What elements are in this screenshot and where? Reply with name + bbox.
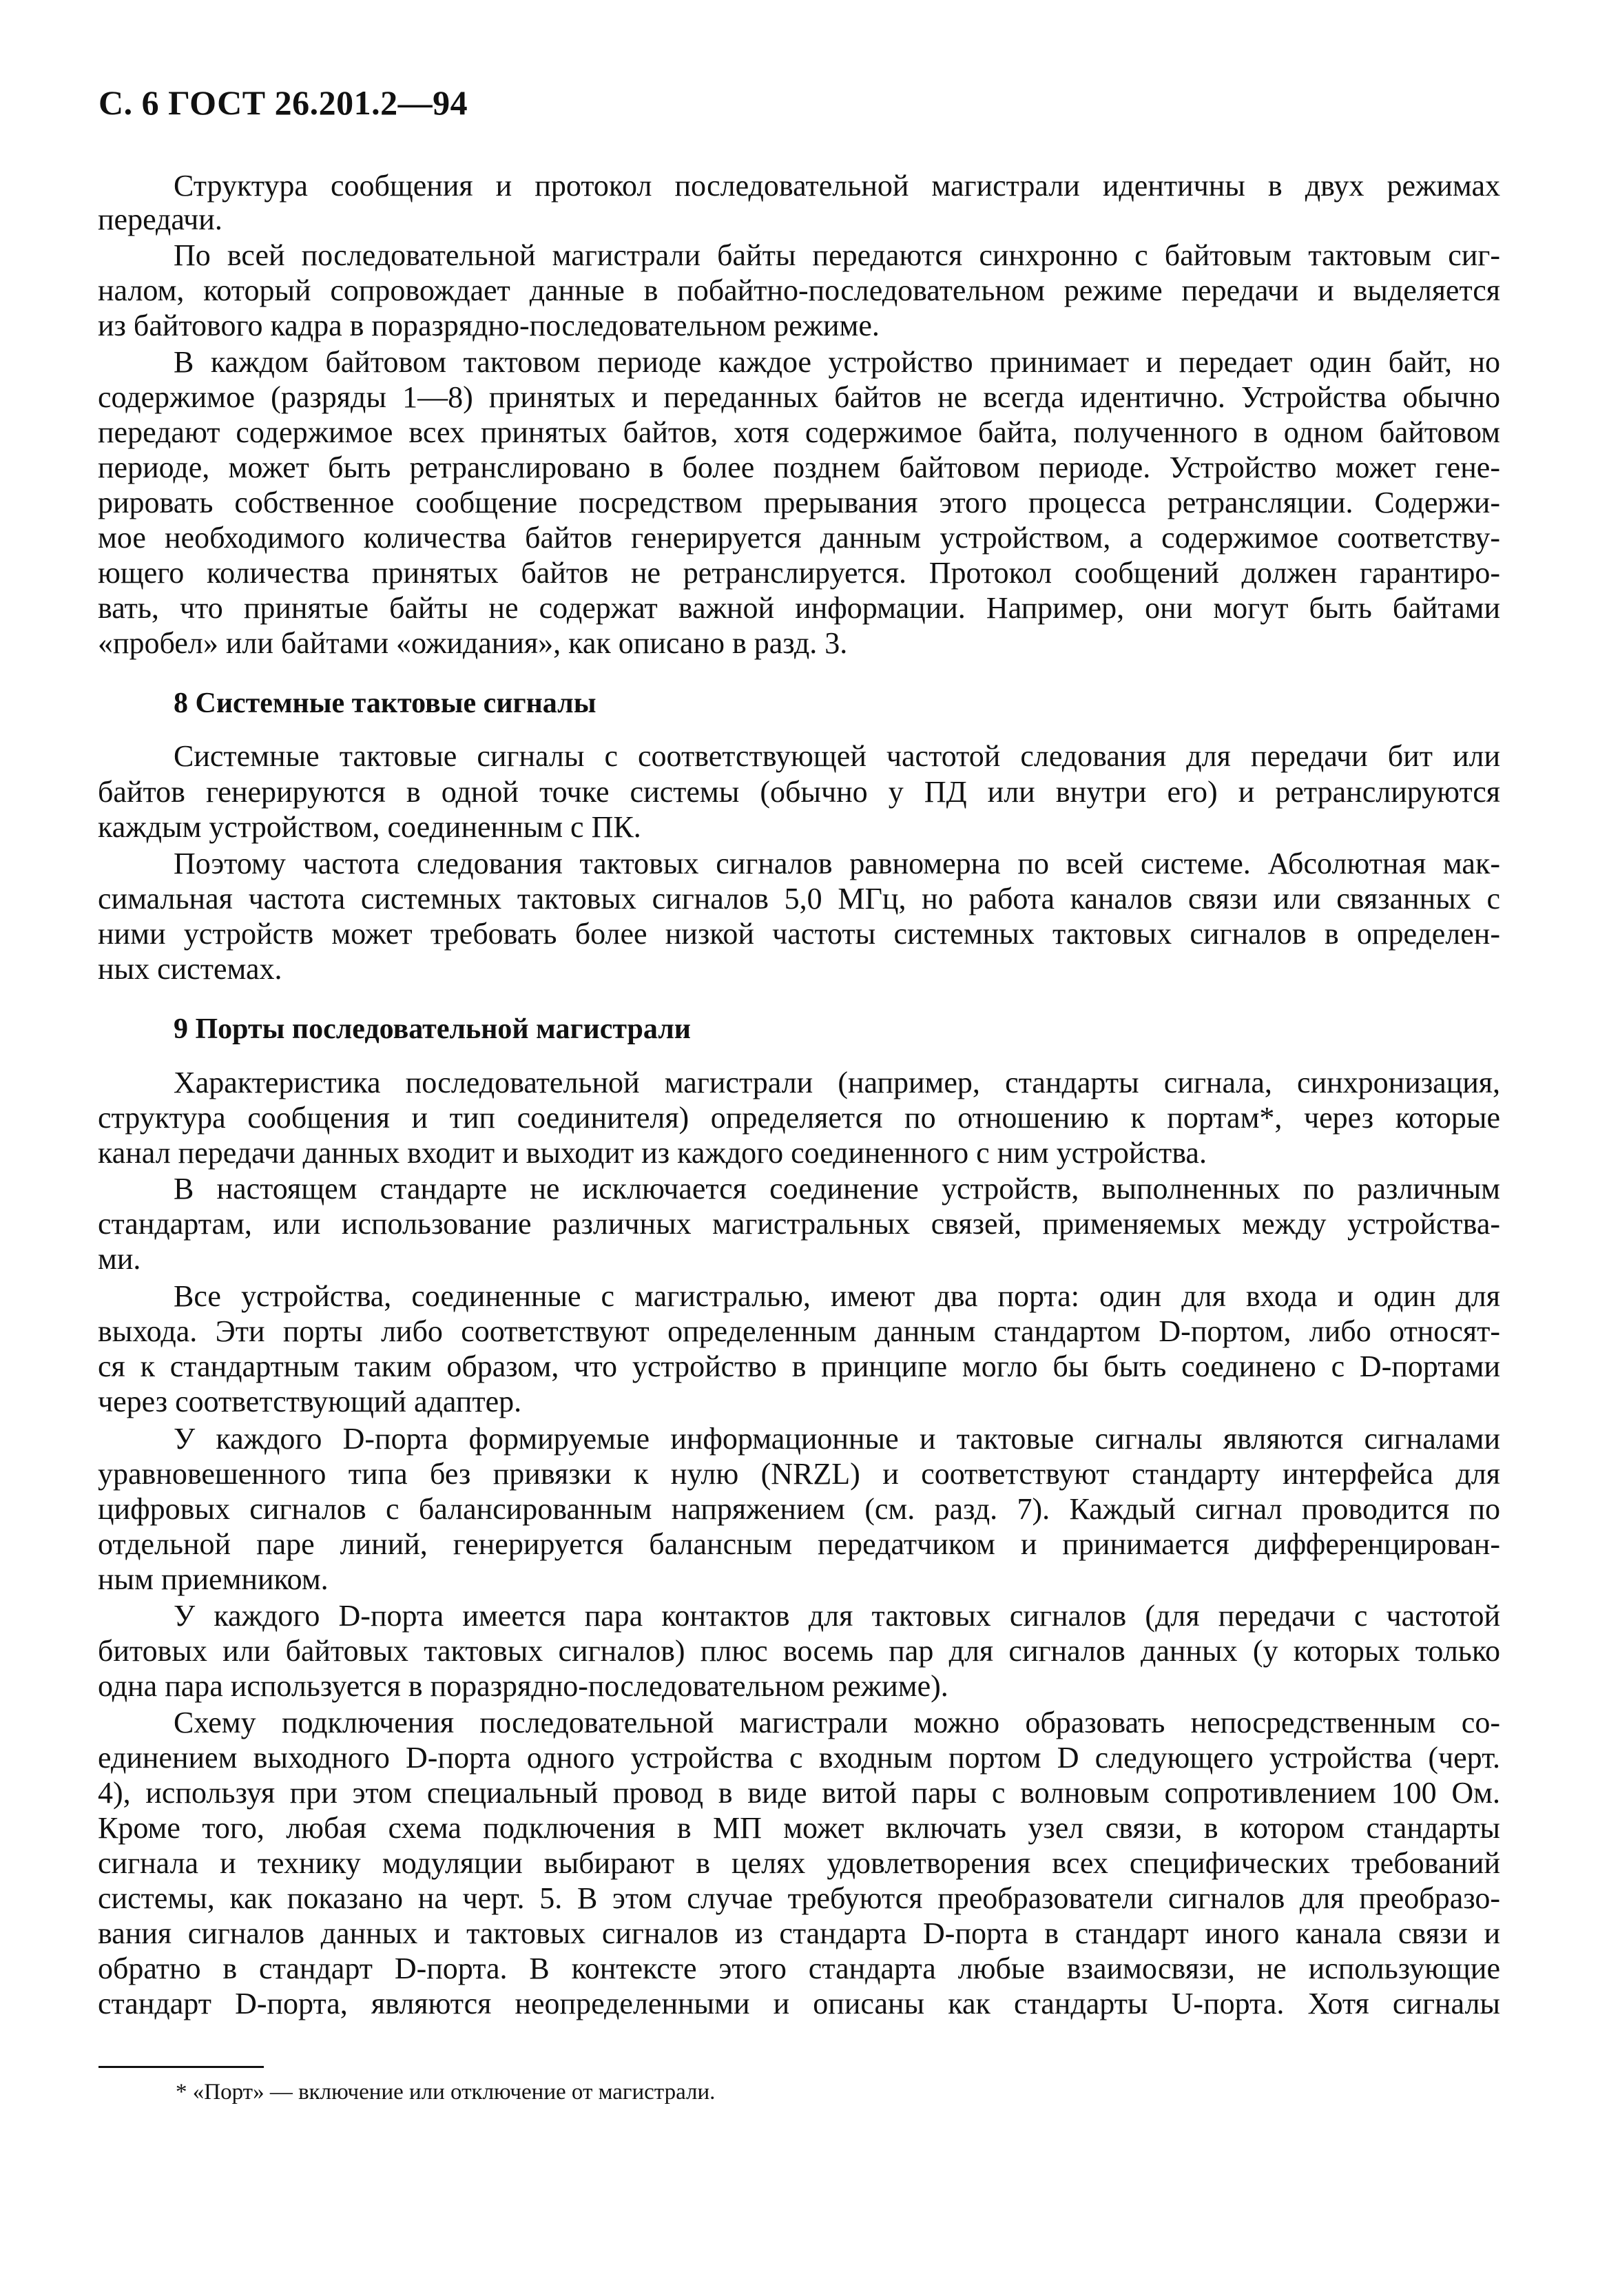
text-line: одна пара используется в поразрядно-последовательном режиме). (98, 1669, 948, 1703)
text-line: ным приемником. (98, 1562, 329, 1596)
text-line: содержимое (разряды 1—8) принятых и переданных байтов не всегда идентично. Устройства обычно (98, 380, 1500, 414)
text-line: Схему подключения последовательной магистрали можно образовать непосредственным со- (174, 1706, 1500, 1739)
text-line: Характеристика последовательной магистрали (например, стандарты сигнала, синхронизация, (174, 1066, 1500, 1099)
text-line: В настоящем стандарте не исключается соединение устройств, выполненных по различным (174, 1172, 1500, 1206)
text-line: Все устройства, соединенные с магистралью, имеют два порта: один для входа и один для (174, 1279, 1500, 1313)
text-line: передают содержимое всех принятых байтов, хотя содержимое байта, полученного в одном байтовом (98, 415, 1500, 449)
text-line: Структура сообщения и протокол последовательной магистрали идентичны в двух режимах (174, 169, 1500, 203)
text-line: симальная частота системных тактовых сигналов 5,0 МГц, но работа каналов связи или связанных с (98, 882, 1500, 916)
text-line: У каждого D-порта имеется пара контактов для тактовых сигналов (для передачи с частотой (174, 1599, 1500, 1633)
text-line: рировать собственное сообщение посредством прерывания этого процесса ретрансляции. Содержи- (98, 486, 1500, 519)
text-line: обратно в стандарт D-порта. В контексте этого стандарта любые взаимосвязи, не использующие (98, 1952, 1500, 1985)
text-line: вать, что принятые байты не содержат важной информации. Например, они могут быть байтами (98, 591, 1500, 625)
text-line: 4), используя при этом специальный провод в виде витой пары с волновым сопротивлением 100 Ом. (98, 1776, 1500, 1810)
text-line: В каждом байтовом тактовом периоде каждое устройство принимает и передает один байт, но (174, 345, 1500, 379)
section-heading-9: 9 Порты последовательной магистрали (174, 1013, 691, 1045)
text-line: единением выходного D-порта одного устройства с входным портом D следующего устройства (черт. (98, 1741, 1500, 1775)
text-line: ся к стандартным таким образом, что устройство в принципе могло бы быть соединено с D-портами (98, 1349, 1500, 1383)
text-line: ющего количества принятых байтов не ретранслируется. Протокол сообщений должен гарантиро- (98, 556, 1500, 590)
text-line: стандартам, или использование различных магистральных связей, применяемых между устройства- (98, 1207, 1500, 1241)
text-line: передачи. (98, 203, 222, 236)
text-line: Кроме того, любая схема подключения в МП может включать узел связи, в котором стандарты (98, 1811, 1500, 1845)
text-line: отдельной паре линий, генерируется балансным передатчиком и принимается дифференцирован- (98, 1527, 1500, 1561)
text-line: Поэтому частота следования тактовых сигналов равномерна по всей системе. Абсолютная мак- (174, 847, 1500, 880)
text-line: цифровых сигналов с балансированным напряжением (см. разд. 7). Каждый сигнал проводится по (98, 1492, 1500, 1526)
text-line: канал передачи данных входит и выходит из каждого соединенного с ним устройства. (98, 1136, 1207, 1170)
text-line: из байтового кадра в поразрядно-последовательном режиме. (98, 309, 880, 342)
text-line: уравновешенного типа без привязки к нулю (NRZL) и соответствуют стандарту интерфейса для (98, 1457, 1500, 1491)
text-line: структура сообщения и тип соединителя) определяется по отношению к портам*, через которые (98, 1101, 1500, 1135)
text-line: байтов генерируются в одной точке системы (обычно у ПД или внутри его) и ретранслируются (98, 775, 1500, 809)
footnote-rule (98, 2066, 264, 2068)
text-line: выхода. Эти порты либо соответствуют определенным данным стандартом D-портом, либо относят- (98, 1314, 1500, 1348)
footnote: * «Порт» — включение или отключение от магистрали. (176, 2080, 716, 2104)
text-line: ных системах. (98, 952, 282, 986)
text-line: По всей последовательной магистрали байты передаются синхронно с байтовым тактовым сиг- (174, 238, 1500, 272)
text-line: ними устройств может требовать более низкой частоты системных тактовых сигналов в определен- (98, 917, 1500, 951)
text-line: системы, как показано на черт. 5. В этом случае требуются преобразователи сигналов для преобразо- (98, 1881, 1500, 1915)
text-line: Системные тактовые сигналы с соответствующей частотой следования для передачи бит или (174, 739, 1500, 773)
text-line: ми. (98, 1242, 141, 1276)
text-line: сигнала и технику модуляции выбирают в целях удовлетворения всех специфических требований (98, 1846, 1500, 1880)
text-line: периоде, может быть ретранслировано в более позднем байтовом периоде. Устройство может гене- (98, 451, 1500, 484)
text-line: налом, который сопровождает данные в побайтно-последовательном режиме передачи и выделяется (98, 273, 1500, 307)
text-line: У каждого D-порта формируемые информационные и тактовые сигналы являются сигналами (174, 1422, 1500, 1456)
text-line: «пробел» или байтами «ожидания», как описано в разд. 3. (98, 626, 848, 660)
text-line: через соответствующий адаптер. (98, 1385, 522, 1418)
page-header: С. 6 ГОСТ 26.201.2—94 (98, 83, 468, 122)
text-line: каждым устройством, соединенным с ПК. (98, 810, 641, 844)
text-line: мое необходимого количества байтов генерируется данным устройством, а содержимое соответству- (98, 521, 1500, 555)
text-line: стандарт D-порта, являются неопределенными и описаны как стандарты U-порта. Хотя сигналы (98, 1987, 1500, 2020)
text-line: вания сигналов данных и тактовых сигналов из стандарта D-порта в стандарт иного канала связи и (98, 1916, 1500, 1950)
section-heading-8: 8 Системные тактовые сигналы (174, 687, 596, 719)
text-line: битовых или байтовых тактовых сигналов) плюс восемь пар для сигналов данных (у которых только (98, 1634, 1500, 1668)
